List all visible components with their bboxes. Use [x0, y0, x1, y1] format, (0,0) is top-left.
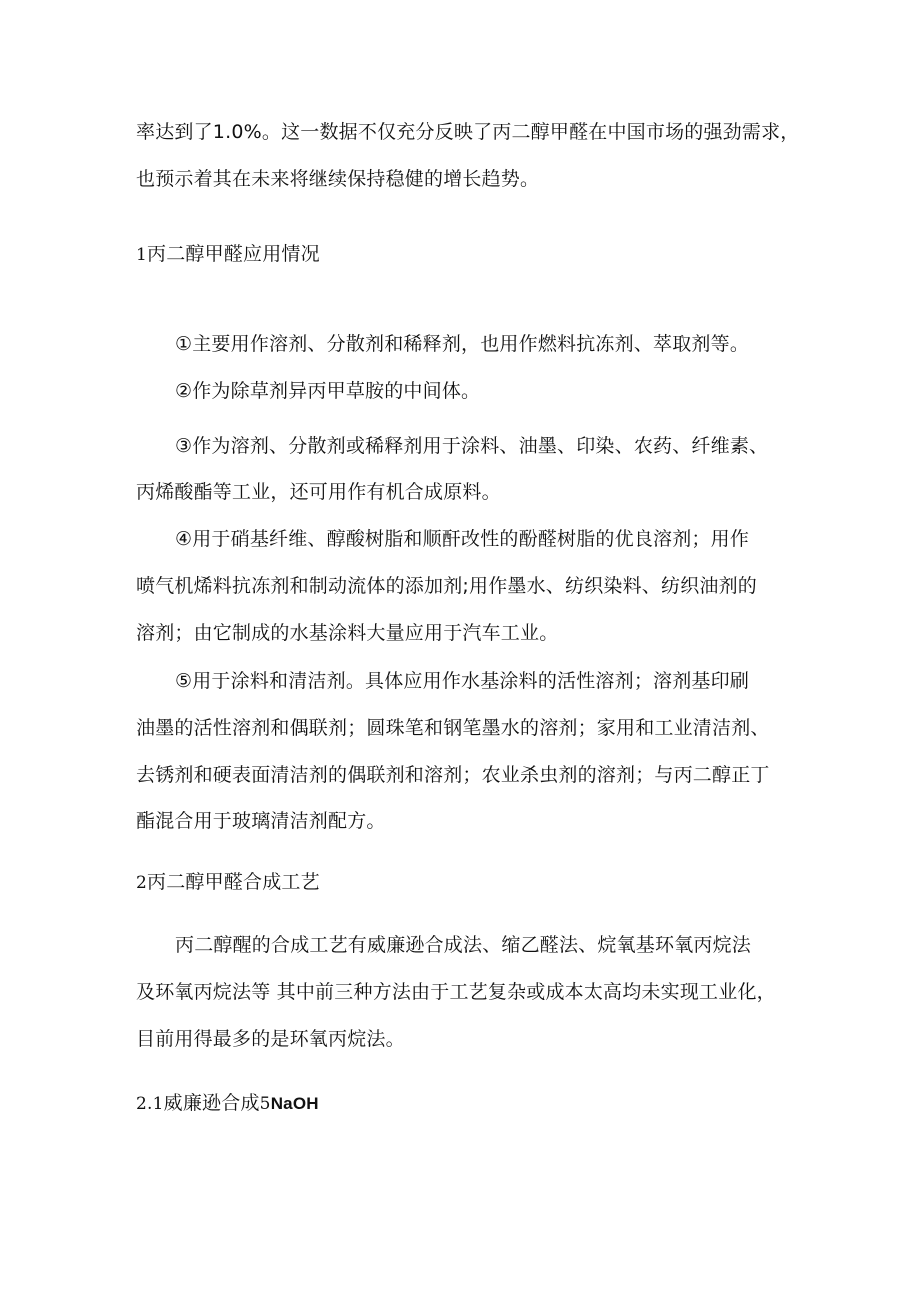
- section-2-paragraph-line-3: 目前用得最多的是环氧丙烷法。: [136, 1028, 405, 1050]
- list-item-3-line-1: ③作为溶剂、分散剂或稀释剂用于涂料、油墨、印染、农药、纤维素、: [175, 435, 769, 457]
- section-2-1-suffix-number: 5: [259, 1094, 271, 1114]
- section-2-paragraph-line-2: 及环氧丙烷法等 其中前三种方法由于工艺复杂或成本太高均未实现工业化，: [136, 981, 776, 1003]
- section-1-heading: [136, 241, 320, 268]
- section-2-paragraph-line-1: 丙二醇醒的合成工艺有威廉逊合成法、缩乙醛法、烷氧基环氧丙烷法: [175, 934, 752, 956]
- list-item-2: ②作为除草剂异丙甲草胺的中间体。: [175, 380, 481, 402]
- section-2-1-number: 2.1: [136, 1094, 164, 1114]
- section-2-title: 丙二醇甲醛合成工艺: [147, 871, 320, 893]
- list-item-5-line-2: 油墨的活性溶剂和偶联剂；圆珠笔和钢笔墨水的溶剂；家用和工业清洁剂、: [136, 717, 770, 739]
- section-2-1-title: 威廉逊合成: [163, 1092, 260, 1114]
- list-item-4-line-2: 喷气机烯料抗冻剂和制动流体的添加剂;用作墨水、纺织染料、纺织油剂的: [136, 575, 758, 597]
- list-item-4-line-1: ④用于硝基纤维、醇酸树脂和顺酐改性的酚醛树脂的优良溶剂；用作: [175, 528, 750, 550]
- section-2-1-heading: [136, 1090, 319, 1117]
- list-item-4-line-3: 溶剂；由它制成的水基涂料大量应用于汽车工业。: [136, 622, 559, 644]
- intro-line-1: 率达到了1.0%。这一数据不仅充分反映了丙二醇甲醛在中国市场的强劲需求，: [136, 121, 800, 143]
- section-2-number: 2: [136, 873, 148, 893]
- list-item-3-line-2: 丙烯酸酯等工业，还可用作有机合成原料。: [136, 481, 501, 503]
- intro-line-2: 也预示着其在未来将继续保持稳健的增长趋势。: [136, 168, 540, 190]
- section-2-1-formula: NaOH: [270, 1094, 319, 1113]
- list-item-5-line-4: 酯混合用于玻璃清洁剂配方。: [136, 810, 386, 832]
- section-2-heading: [136, 869, 320, 896]
- section-1-number: 1: [136, 245, 148, 265]
- list-item-5-line-1: ⑤用于涂料和清洁剂。具体应用作水基涂料的活性溶剂；溶剂基印刷: [175, 670, 750, 692]
- list-item-5-line-3: 去锈剂和硬表面清洁剂的偶联剂和溶剂；农业杀虫剂的溶剂；与丙二醇正丁: [136, 764, 770, 786]
- list-item-1: ①主要用作溶剂、分散剂和稀释剂，也用作燃料抗冻剂、萃取剂等。: [175, 333, 750, 355]
- section-1-title: 丙二醇甲醛应用情况: [147, 243, 320, 265]
